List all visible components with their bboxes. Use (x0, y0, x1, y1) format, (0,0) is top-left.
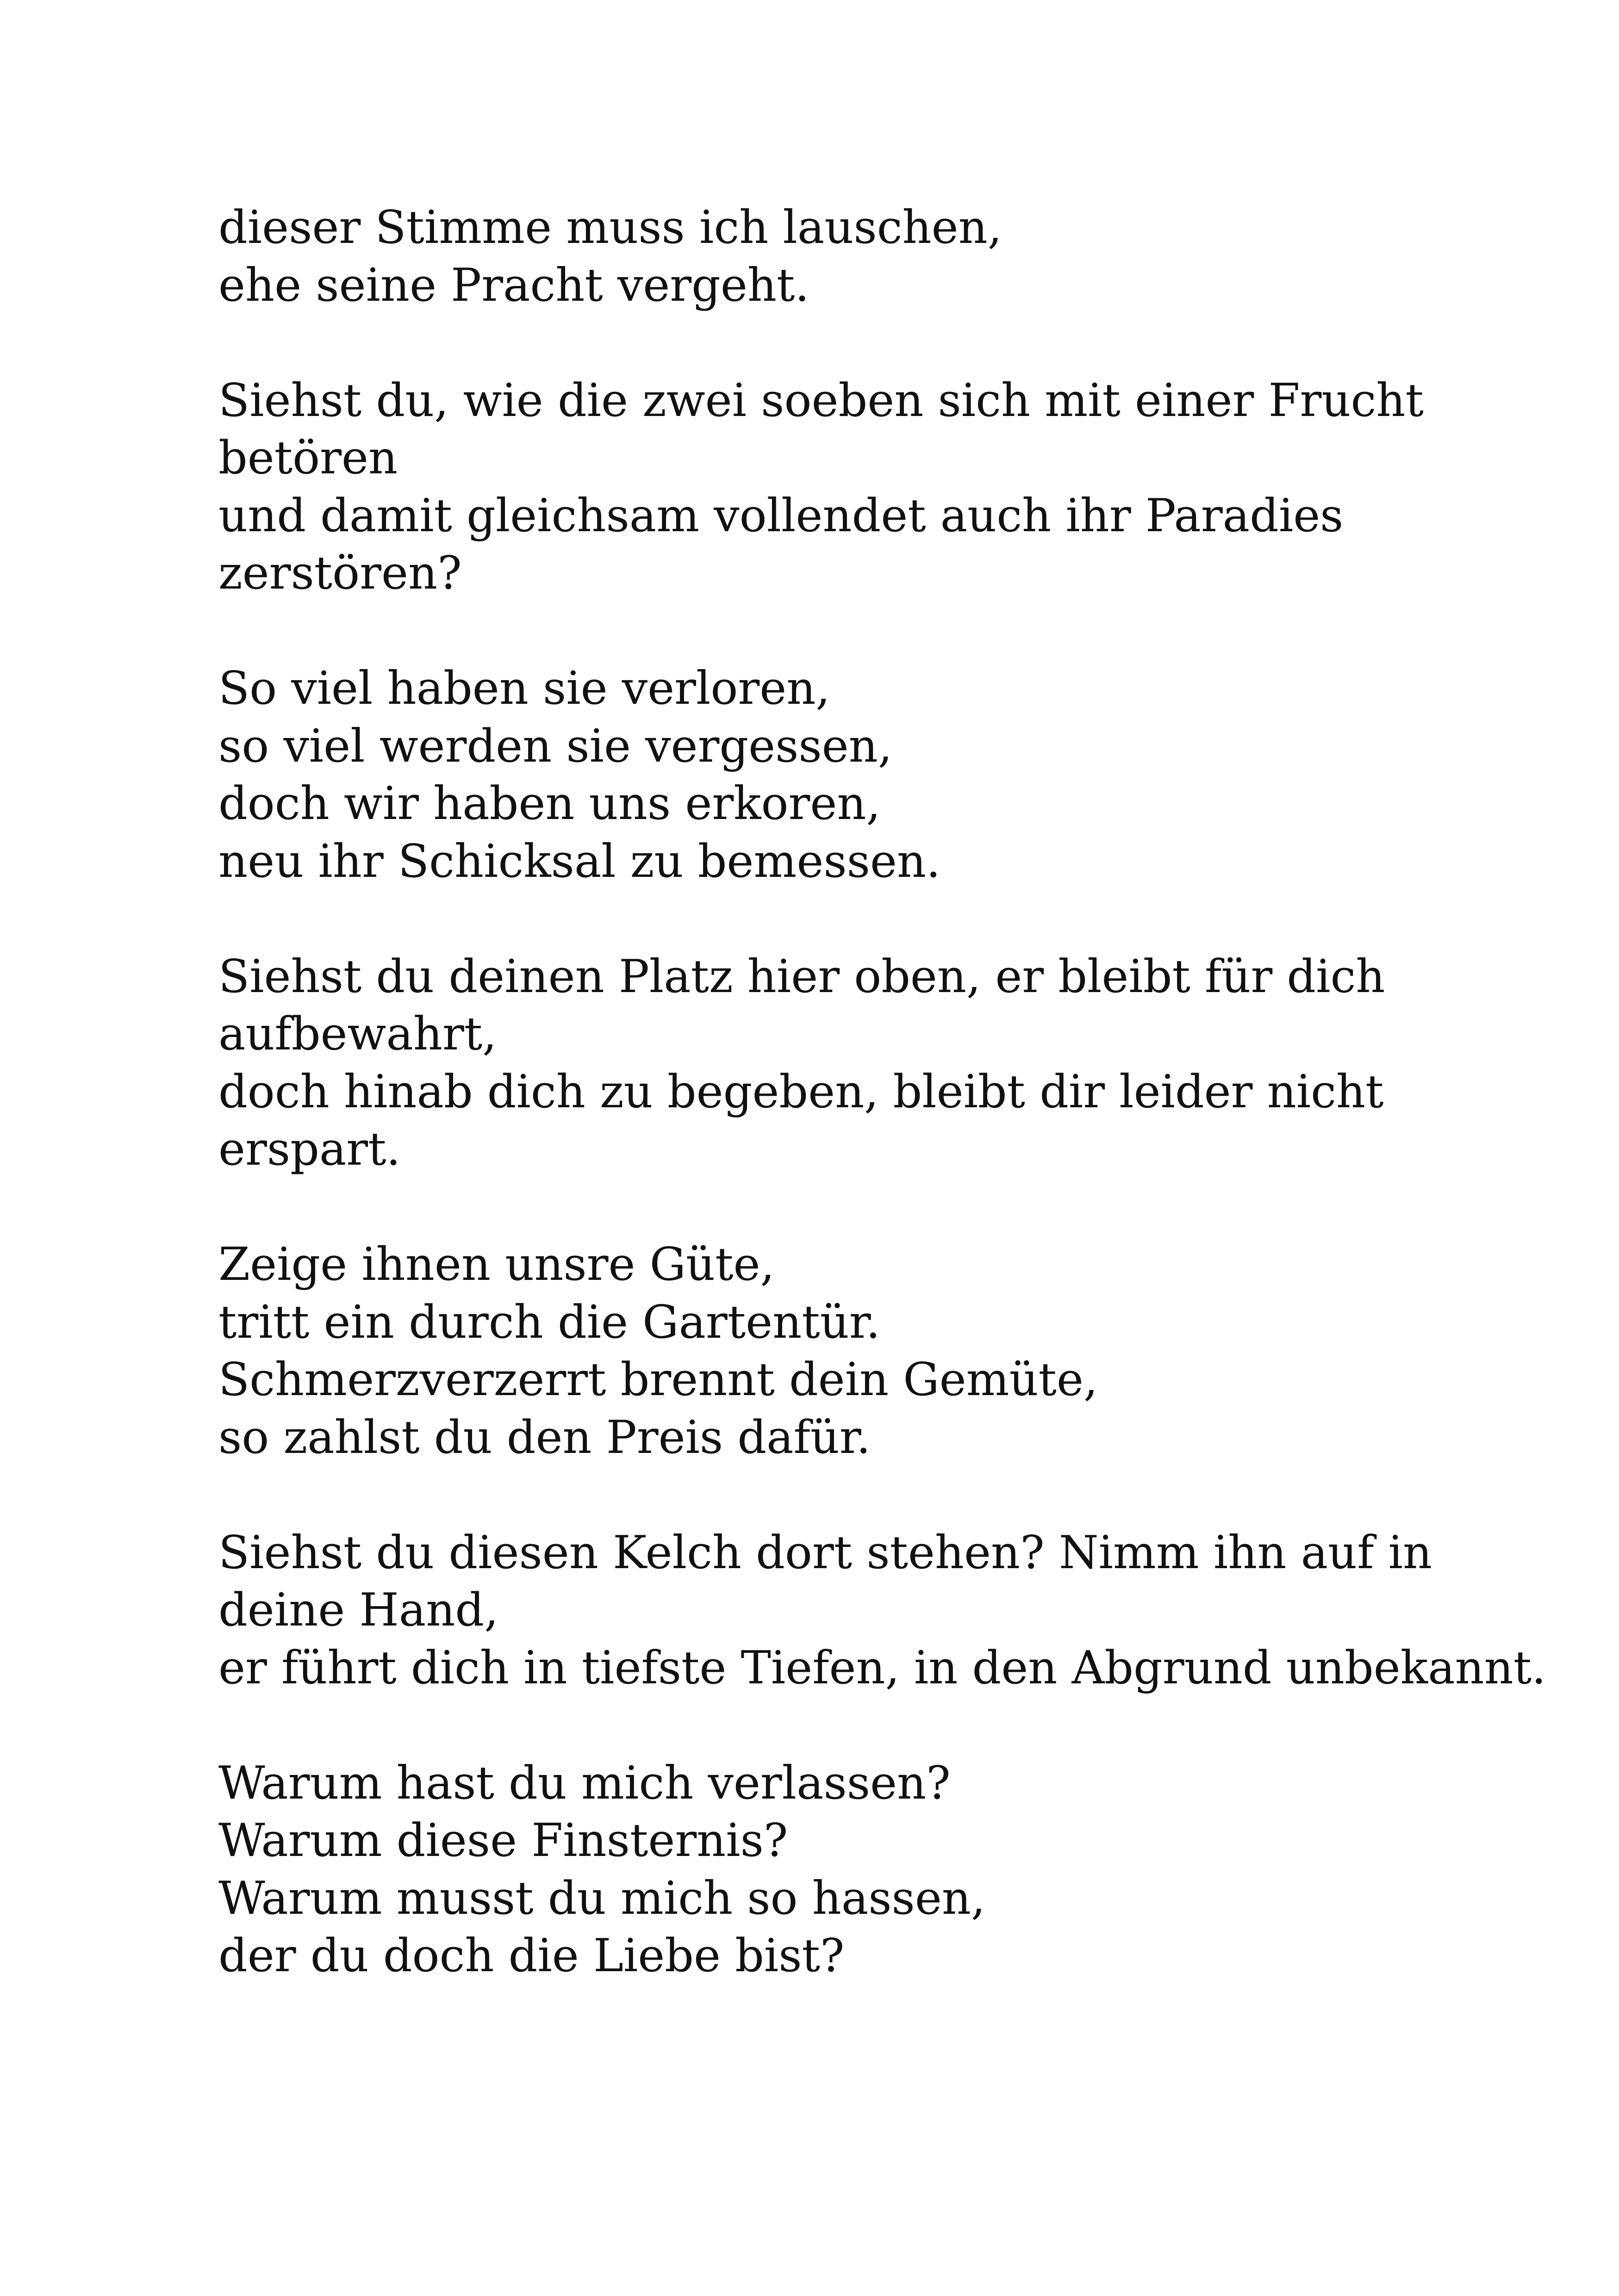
poem-line: doch hinab dich zu begeben, bleibt dir leider nicht (218, 1065, 1384, 1118)
poem-line: dieser Stimme muss ich lauschen, (218, 201, 1002, 254)
poem-line: So viel haben sie verloren, (218, 662, 830, 715)
stanza-5 (218, 1236, 1422, 1466)
stanza-2 (218, 372, 1422, 602)
poem-line: und damit gleichsam vollendet auch ihr Paradies (218, 489, 1344, 542)
poem-body (218, 199, 1546, 2042)
poem-line: erspart. (218, 1123, 401, 1176)
poem-line: er führt dich in tiefste Tiefen, in den Abgrund unbekannt. (218, 1641, 1546, 1694)
poem-line: so viel werden sie vergessen, (218, 720, 892, 773)
poem-line: doch wir haben uns erkoren, (218, 777, 881, 830)
poem-line: betören (218, 432, 398, 484)
poem-line: neu ihr Schicksal zu bemessen. (218, 835, 941, 888)
poem-line: Siehst du, wie die zwei soeben sich mit einer Frucht (218, 374, 1424, 427)
poem-line: Siehst du diesen Kelch dort stehen? Nimm ihn auf in (218, 1526, 1432, 1579)
poem-line: Schmerzverzerrt brennt dein Gemüte, (218, 1353, 1098, 1406)
poem-line: so zahlst du den Preis dafür. (218, 1411, 871, 1464)
poem-line: zerstören? (218, 547, 462, 600)
poem-line: der du doch die Liebe bist? (218, 1930, 845, 1982)
poem-line: Warum diese Finsternis? (218, 1814, 788, 1867)
poem-line: Zeige ihnen unsre Güte, (218, 1238, 775, 1291)
poem-line: aufbewahrt, (218, 1008, 497, 1061)
poem-line: ehe seine Pracht vergeht. (218, 259, 810, 312)
stanza-1 (218, 199, 1422, 314)
stanza-4 (218, 948, 1422, 1179)
poem-line: tritt ein durch die Gartentür. (218, 1296, 880, 1349)
stanza-7 (218, 1755, 1422, 1985)
poem-line: Warum musst du mich so hassen, (218, 1872, 986, 1925)
stanza-6 (218, 1524, 1546, 1697)
poem-line: Siehst du deinen Platz hier oben, er bleibt für dich (218, 950, 1385, 1003)
stanza-3 (218, 660, 1422, 890)
poem-line: Warum hast du mich verlassen? (218, 1756, 951, 1810)
poem-line: deine Hand, (218, 1584, 499, 1637)
